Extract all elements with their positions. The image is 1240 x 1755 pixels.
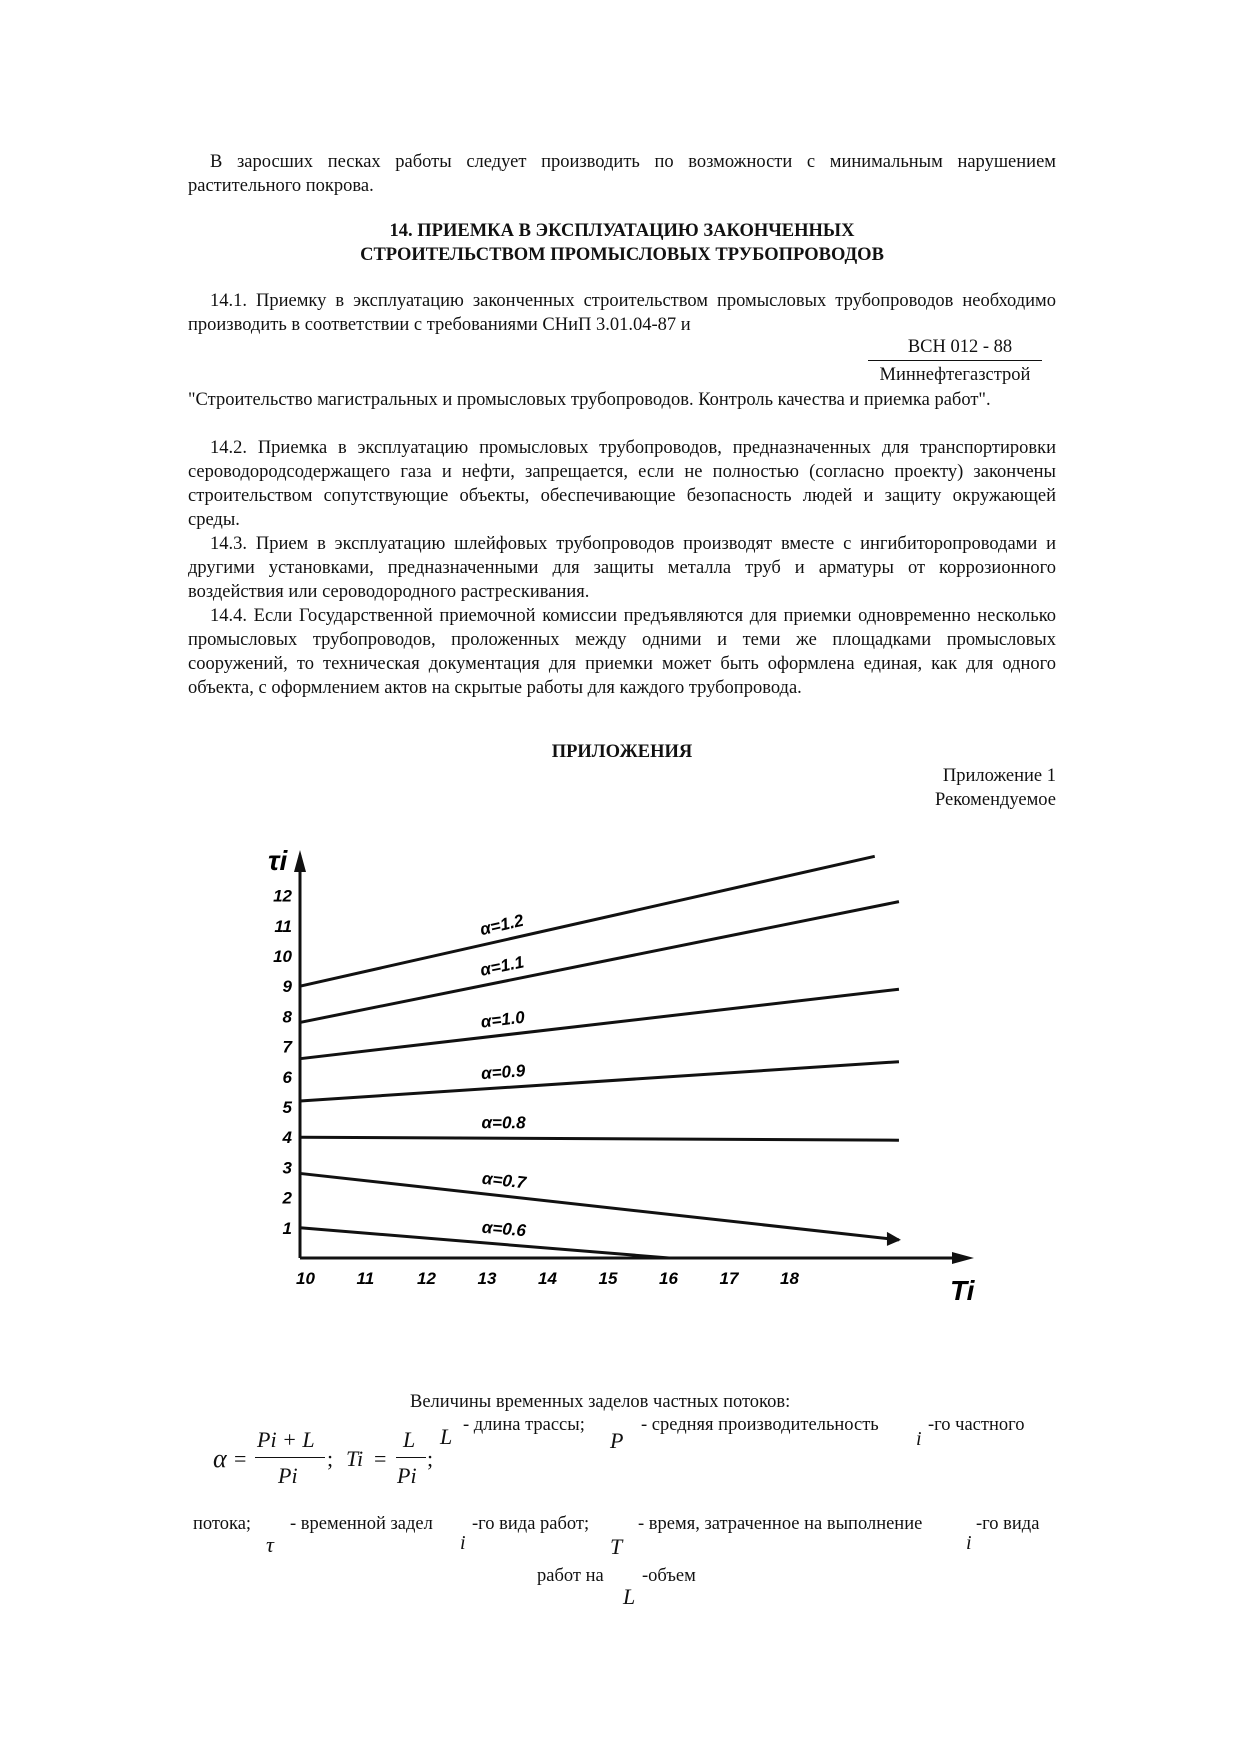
y-tick-label: 1 xyxy=(282,1218,292,1238)
paragraph-sands: В заросших песках работы следует производить по возможности с минимальным нарушением растительного покрова. xyxy=(188,152,1056,196)
series-label: α=0.8 xyxy=(481,1113,526,1133)
series-label: α=0.7 xyxy=(481,1168,527,1193)
paragraph-14-2: 14.2. Приемка в эксплуатацию промысловых трубопроводов, предназначенных для транспортировки сероводородсодержащего газа и нефти, запрещается, если не полностью (согласно проекту) закончены строительством сопутствующие объекты, обеспечивающие безопасность людей и защиту окружающей среды. xyxy=(188,438,1056,530)
series-label: α=1.0 xyxy=(479,1007,526,1032)
formula-alpha: α xyxy=(213,1444,227,1473)
y-tick-label: 8 xyxy=(282,1007,292,1027)
paragraph-14-4: 14.4. Если Государственной приемочной комиссии предъявляются для приемки одновременно несколько промысловых трубопроводов, проложенных между одними и теми же площадками промысловых сооружений, то техническая документация для приемки может быть оформлена единая, как для одного объекта, с оформлением актов на скрытые работы для каждого трубопровода. xyxy=(188,606,1056,698)
legend-t-desc2: -го вида xyxy=(976,1514,1040,1534)
symbol-L: L xyxy=(440,1424,453,1449)
y-tick-label: 9 xyxy=(282,977,292,997)
legend-p-desc: - средняя производительность xyxy=(641,1415,879,1435)
formula-T: Ti xyxy=(346,1446,364,1471)
y-tick-label: 5 xyxy=(282,1098,292,1117)
x-tick-label: 18 xyxy=(780,1269,799,1288)
paragraph-14-1-cont: "Строительство магистральных и промысловых трубопроводов. Контроль качества и приемка работ". xyxy=(188,390,991,410)
formula-num1: Pi + L xyxy=(257,1427,315,1452)
legend-p-desc2: -го частного xyxy=(928,1415,1025,1435)
formula-line2 xyxy=(396,1457,426,1458)
symbol-i-2: i xyxy=(460,1532,466,1554)
paragraph-14-3: 14.3. Прием в эксплуатацию шлейфовых трубопроводов производят вместе с ингибиторопроводами и другими установками, предназначенными для защиты металла труб и арматуры от коррозионного воздействия или сероводородного растрескивания. xyxy=(188,534,1056,602)
series-label: α=0.9 xyxy=(480,1061,526,1084)
formula-equals2: = xyxy=(374,1446,387,1471)
y-tick-label: 2 xyxy=(282,1188,292,1208)
vsn-denominator: Миннефтегазстрой xyxy=(879,365,1031,385)
legend-line2-a: потока; xyxy=(193,1514,252,1534)
legend-tau-desc2: -го вида работ; xyxy=(472,1514,590,1534)
symbol-L-2: L xyxy=(623,1584,636,1609)
section-title-line2: СТРОИТЕЛЬСТВОМ ПРОМЫСЛОВЫХ ТРУБОПРОВОДОВ xyxy=(360,245,884,265)
x-tick-label: 12 xyxy=(417,1269,436,1288)
y-tick-label: 11 xyxy=(274,916,292,936)
legend-intro: Величины временных заделов частных потоков: xyxy=(410,1392,791,1412)
series-label: α=1.2 xyxy=(478,910,526,940)
x-tick-label: 11 xyxy=(356,1269,375,1288)
appendix-status: Рекомендуемое xyxy=(934,790,1056,810)
legend-tau-desc: - временной задел xyxy=(290,1514,433,1534)
y-tick-label: 3 xyxy=(282,1158,292,1178)
x-tick-label: 17 xyxy=(719,1269,739,1288)
y-tick-label: 10 xyxy=(273,947,292,966)
series-arrow xyxy=(887,1232,901,1246)
series-label: α=1.1 xyxy=(478,952,526,980)
symbol-i-3: i xyxy=(966,1532,972,1554)
y-axis-label: τi xyxy=(268,845,288,876)
formula-equals: = xyxy=(234,1446,247,1471)
series-line xyxy=(300,989,899,1058)
y-axis-arrow xyxy=(294,850,306,872)
y-tick-label: 6 xyxy=(282,1067,292,1087)
x-axis-label: Ti xyxy=(950,1275,975,1306)
section-title-line1: 14. ПРИЕМКА В ЭКСПЛУАТАЦИЮ ЗАКОНЧЕННЫХ xyxy=(389,221,855,241)
legend-line3-a: работ на xyxy=(537,1566,604,1586)
y-tick-label: 12 xyxy=(273,886,292,906)
x-tick-label: 15 xyxy=(598,1269,618,1288)
formula-den2: Pi xyxy=(397,1463,417,1488)
series-line xyxy=(300,856,875,986)
symbol-i-1: i xyxy=(916,1428,922,1450)
symbol-tau: τ xyxy=(266,1532,274,1557)
series-line xyxy=(300,1062,899,1101)
x-tick-label: 13 xyxy=(477,1269,497,1288)
formula-line1 xyxy=(255,1457,325,1458)
series-label: α=0.6 xyxy=(481,1217,527,1241)
symbol-P: P xyxy=(610,1428,624,1453)
symbol-T: T xyxy=(610,1534,623,1559)
y-tick-label: 4 xyxy=(282,1128,292,1148)
appendix-title: ПРИЛОЖЕНИЯ xyxy=(551,742,693,762)
series-line xyxy=(300,1173,899,1239)
legend-t-desc: - время, затраченное на выполнение xyxy=(638,1514,923,1534)
x-tick-label: 10 xyxy=(296,1269,315,1288)
formula-sep1: ; xyxy=(327,1446,334,1471)
x-tick-label: 14 xyxy=(538,1269,557,1288)
x-tick-label: 16 xyxy=(659,1269,678,1288)
legend-line3-b: -объем xyxy=(642,1566,696,1586)
formula-num2: L xyxy=(403,1427,416,1452)
x-axis-arrow xyxy=(952,1252,974,1264)
y-tick-label: 7 xyxy=(282,1037,292,1057)
formula-den1: Pi xyxy=(278,1463,298,1488)
vsn-numerator: ВСН 012 - 88 xyxy=(907,337,1013,357)
appendix-number: Приложение 1 xyxy=(942,766,1056,786)
paragraph-14-1: 14.1. Приемку в эксплуатацию законченных строительством промысловых трубопроводов необходимо производить в соответствии с требованиями СНиП 3.01.04-87 и xyxy=(188,291,1056,335)
legend-l-desc: - длина трассы; xyxy=(463,1415,585,1435)
series-line xyxy=(300,1137,899,1140)
formula-sep2: ; xyxy=(427,1446,434,1471)
